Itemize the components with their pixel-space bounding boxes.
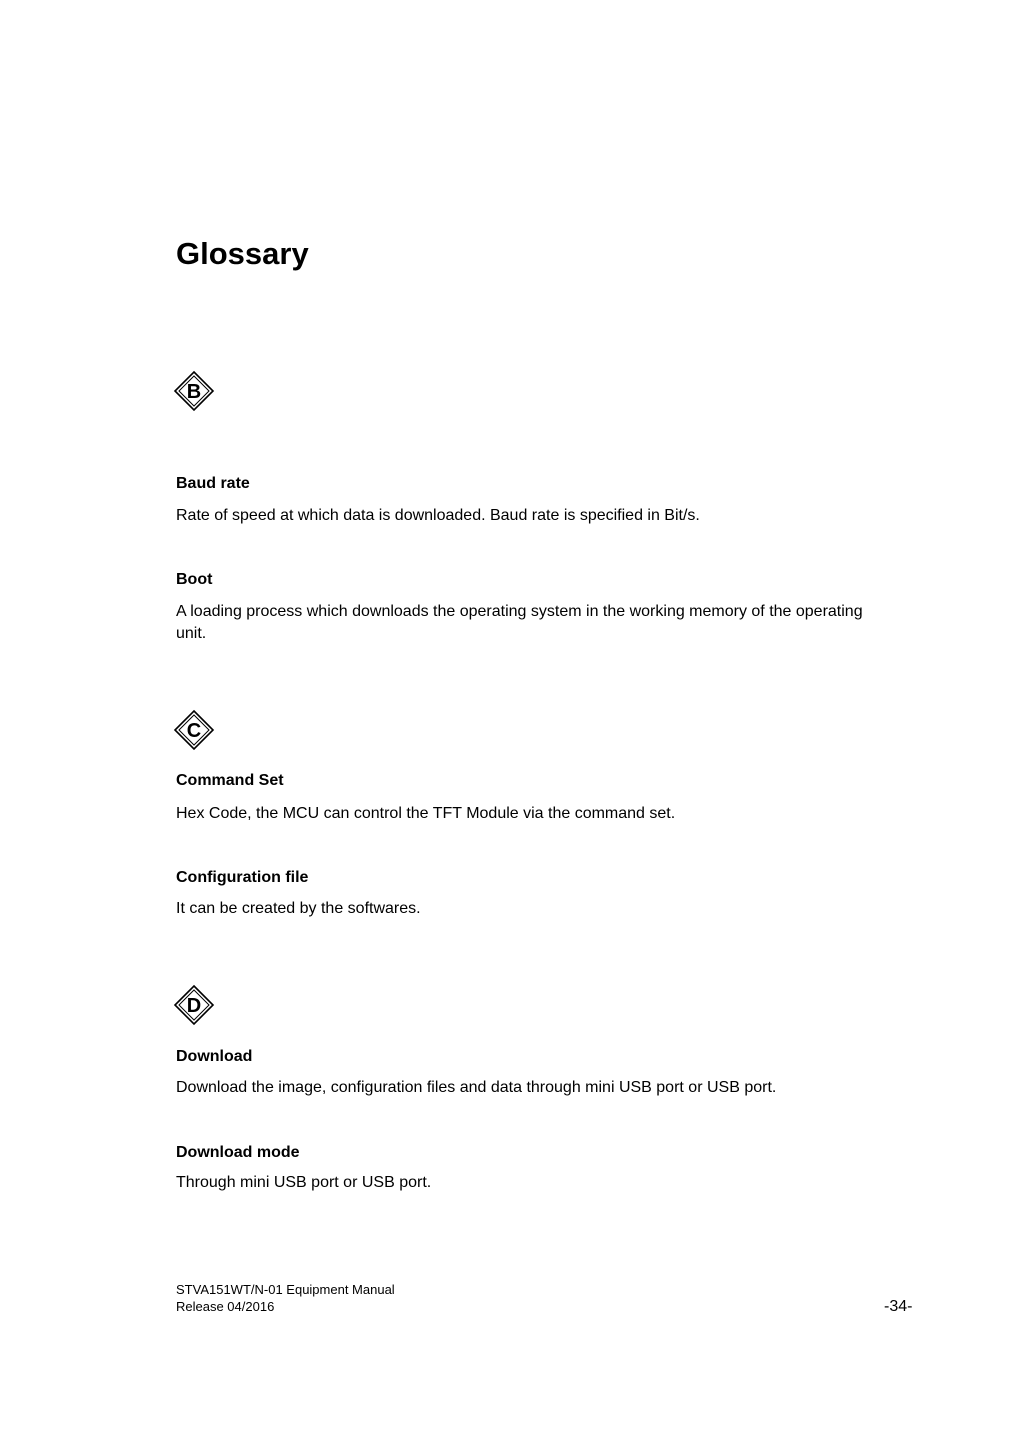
glossary-term: Download mode [176,1144,300,1161]
section-letter: D [186,995,202,1017]
glossary-definition: Hex Code, the MCU can control the TFT Module via the command set. [176,805,676,822]
footer-manual-name: STVA151WT/N-01 Equipment Manual [176,1282,395,1297]
glossary-term: Boot [176,571,213,588]
footer-release: Release 04/2016 [176,1299,275,1314]
section-letter: B [186,381,202,403]
section-marker-c [173,709,215,751]
page-number: -34- [884,1298,913,1315]
diamond-letter-icon [173,370,215,412]
glossary-term: Configuration file [176,869,309,886]
diamond-letter-icon [173,709,215,751]
glossary-definition: Through mini USB port or USB port. [176,1174,432,1191]
diamond-letter-icon [173,984,215,1026]
page-title: Glossary [176,236,309,271]
section-marker-b [173,370,215,412]
glossary-definition: A loading process which downloads the operating system in the working memory of the operating unit. [176,603,863,642]
section-letter: C [186,720,202,742]
glossary-term: Baud rate [176,475,250,492]
glossary-definition: Rate of speed at which data is downloaded. Baud rate is specified in Bit/s. [176,507,700,524]
glossary-definition: Download the image, configuration files and data through mini USB port or USB port. [176,1079,777,1096]
glossary-definition: It can be created by the softwares. [176,900,421,917]
section-marker-d [173,984,215,1026]
glossary-term: Download [176,1048,253,1065]
glossary-term: Command Set [176,772,284,789]
